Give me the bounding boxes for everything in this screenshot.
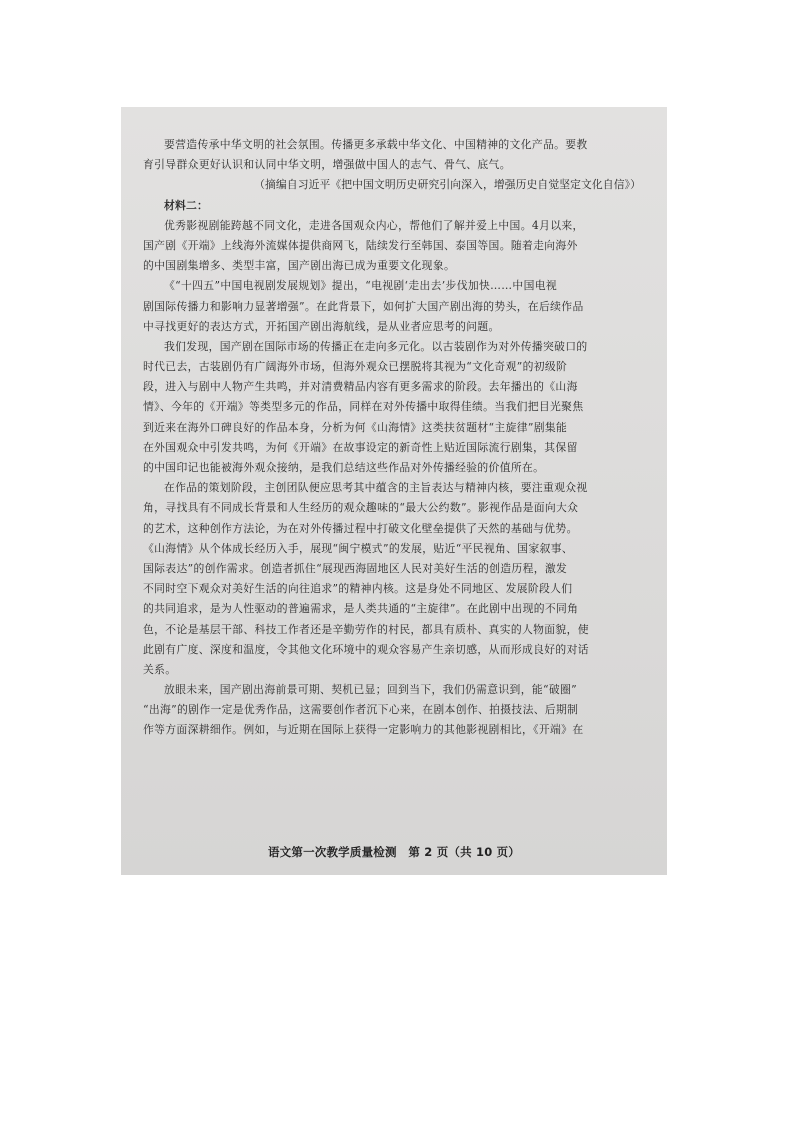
text-line: 国际表达”的创作需求。创造者抓住“展现西海固地区人民对美好生活的创造历程，激发: [143, 561, 568, 575]
text-line: 时代已去，古装剧仍有广阔海外市场，但海外观众已摆脱将其视为“文化奇观”的初级阶: [143, 360, 568, 374]
text-line: 色，不论是基层干部、科技工作者还是辛勤劳作的村民，都具有质朴、真实的人物面貌，使: [143, 622, 589, 636]
text-line: 的艺术，这种创作方法论，为在对外传播过程中打破文化壁垒提供了天然的基础与优势。: [143, 521, 578, 535]
text-line: 角，寻找具有不同成长背景和人生经历的观众趣味的“最大公约数”。影视作品是面向大众: [143, 501, 579, 515]
citation: （摘编自习近平《把中国文明历史研究引向深入，增强历史自觉坚定文化自信》）: [254, 178, 641, 192]
text-line: 在外国观众中引发共鸣，为何《开端》在故事设定的新奇性上贴近国际流行剧集，其保留: [143, 440, 578, 454]
text-line: 要营造传承中华文明的社会氛围。传播更多承载中华文化、中国精神的文化产品。要教: [164, 138, 588, 151]
text-line: 在作品的策划阶段，主创团队便应思考其中蕴含的主旨表达与精神内核，要注重观众视: [164, 481, 588, 495]
text-line: 放眼未来，国产剧出海前景可期、契机已显；回到当下，我们仍需意识到，能“破圈”: [164, 683, 578, 697]
text-line: 作等方面深耕细作。例如，与近期在国际上获得一定影响力的其他影视剧相比，《开端》在: [143, 723, 584, 737]
text-line: 我们发现，国产剧在国际市场的传播正在走向多元化。以古装剧作为对外传播突破口的: [164, 339, 588, 353]
exam-page: [121, 107, 667, 875]
text-line: 《“十四五”中国电视剧发展规划》提出，“电视剧‘走出去’步伐加快……中国电视: [164, 279, 558, 293]
text-line: 《山海情》从个体成长经历入手，展现“闽宁模式”的发展，贴近“平民视角、国家叙事、: [143, 541, 574, 555]
text-line: 优秀影视剧能跨越不同文化，走进各国观众内心，帮他们了解并爱上中国。4月以来，: [164, 218, 584, 232]
text-line: 段，进入与剧中人物产生共鸣，并对清费精品内容有更多需求的阶段。去年播出的《山海: [143, 380, 578, 394]
text-line: 国产剧《开端》上线海外流媒体提供商网飞，陆续发行至韩国、泰国等国。随着走向海外: [143, 238, 578, 252]
text-line: 育引导群众更好认识和认同中华文明，增强做中国人的志气、骨气、底气。: [143, 158, 511, 172]
text-line: 中寻找更好的表达方式，开拓国产剧出海航线，是从业者应思考的问题。: [143, 319, 500, 333]
text-line: 到近来在海外口碑良好的作品本身，分析为何《山海情》这类扶贫题材“主旋律”剧集能: [143, 420, 568, 434]
text-line: 情》、今年的《开端》等类型多元的作品，同样在对外传播中取得佳绩。当我们把目光聚焦: [143, 400, 584, 414]
text-line: 的中国剧集增多、类型丰富，国产剧出海已成为重要文化现象。: [143, 259, 456, 273]
page-footer: 语文第一次教学质量检测 第 2 页（共 10 页）: [267, 845, 521, 859]
text-line: 关系。: [143, 662, 177, 676]
text-line: 剧国际传播力和影响力显著增强”。在此背景下，如何扩大国产剧出海的势头，在后续作品: [143, 299, 584, 313]
text-line: 的中国印记也能被海外观众接纳，是我们总结这些作品对外传播经验的价值所在。: [143, 461, 545, 474]
text-line: 此剧有广度、深度和温度，令其他文化环境中的观众容易产生亲切感，从而形成良好的对话: [143, 642, 589, 656]
text-line: 不同时空下观众对美好生活的向往追求”的精神内核。这是身处不同地区、发展阶段人们: [143, 582, 573, 596]
page-body: [143, 135, 645, 741]
text-line: 的共同追求，是为人性驱动的普遍需求，是人类共通的“主旋律”。在此剧中出现的不同角: [143, 602, 579, 616]
text-line: “出海”的剧作一定是优秀作品，这需要创作者沉下心来，在剧本创作、拍摄技法、后期制: [143, 703, 579, 717]
section-heading: 材料二：: [164, 198, 208, 212]
